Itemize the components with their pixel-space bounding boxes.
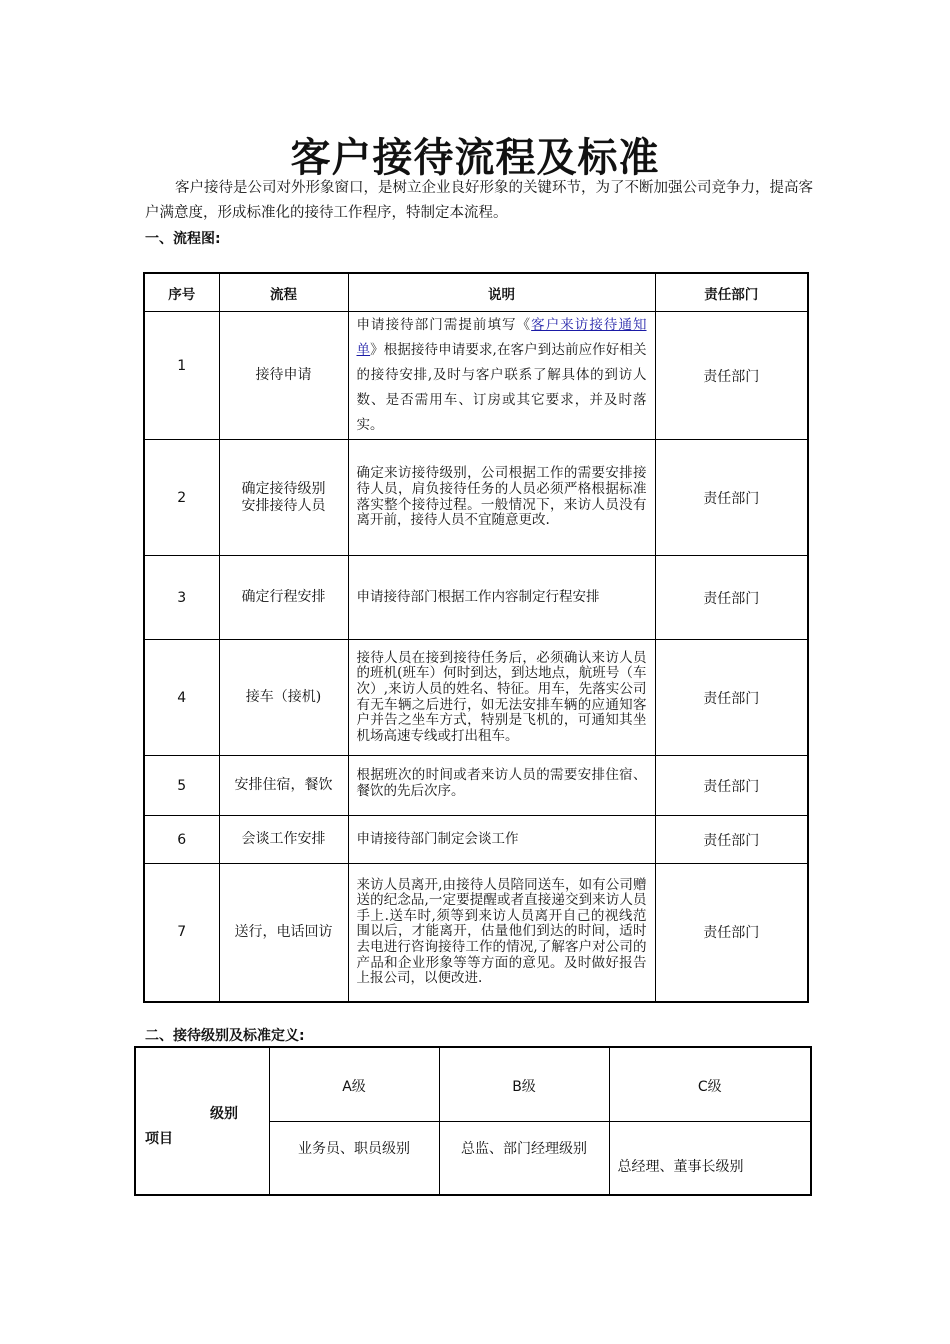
row-department: 责任部门 bbox=[655, 864, 808, 1002]
row-department: 责任部门 bbox=[655, 756, 808, 816]
header-process: 流程 bbox=[219, 273, 348, 312]
row-description: 申请接待部门需提前填写《客户来访接待通知单》根据接待申请要求,在客户到达前应作好相关的接待安排,及时与客户联系了解具体的到访人数、是否需用车、订房或其它要求，并及时落实。 bbox=[348, 312, 655, 440]
level-label: 级别 bbox=[210, 1106, 238, 1122]
row-number: 3 bbox=[144, 556, 219, 640]
notice-form-link[interactable]: 客户来访接待通知单 bbox=[356, 317, 647, 358]
row-description: 根据班次的时间或者来访人员的需要安排住宿、餐饮的先后次序。 bbox=[348, 756, 655, 816]
section-heading-grades: 二、接待级别及标准定义: bbox=[145, 1028, 305, 1044]
grade-b: B级 bbox=[439, 1047, 609, 1121]
row-number: 5 bbox=[144, 756, 219, 816]
header-description: 说明 bbox=[348, 273, 655, 312]
row-description: 确定来访接待级别，公司根据工作的需要安排接待人员，肩负接待任务的人员必须严格根据标准落实整个接待过程。一般情况下，来访人员没有离开前，接待人员不宜随意更改. bbox=[348, 440, 655, 556]
row-number: 7 bbox=[144, 864, 219, 1002]
grade-c: C级 bbox=[609, 1047, 811, 1121]
grade-table bbox=[134, 1046, 812, 1196]
row-department: 责任部门 bbox=[655, 312, 808, 440]
table-row bbox=[144, 756, 808, 816]
level-b: 总监、部门经理级别 bbox=[439, 1121, 609, 1195]
table-row bbox=[144, 640, 808, 756]
row-description: 接待人员在接到接待任务后，必须确认来访人员的班机(班车）何时到达，到达地点，航班号（车次）,来访人员的姓名、特征。用车，先落实公司有无车辆之后进行，如无法安排车辆的应通知客户并告之坐车方式，特别是飞机的，可通知其坐机场高速专线或打出租车。 bbox=[348, 640, 655, 756]
row-department: 责任部门 bbox=[655, 556, 808, 640]
table-row bbox=[144, 816, 808, 864]
row-number: 6 bbox=[144, 816, 219, 864]
table-header-row bbox=[144, 273, 808, 312]
table-row bbox=[144, 864, 808, 1002]
table-row bbox=[144, 312, 808, 440]
row-process: 接车（接机) bbox=[219, 640, 348, 756]
grade-header-row bbox=[135, 1047, 811, 1121]
row-department: 责任部门 bbox=[655, 640, 808, 756]
header-department: 责任部门 bbox=[655, 273, 808, 312]
row-process: 安排住宿，餐饮 bbox=[219, 756, 348, 816]
row-number: 2 bbox=[144, 440, 219, 556]
level-a: 业务员、职员级别 bbox=[269, 1121, 439, 1195]
row-department: 责任部门 bbox=[655, 816, 808, 864]
intro-paragraph: 客户接待是公司对外形象窗口，是树立企业良好形象的关键环节，为了不断加强公司竞争力，提高客户满意度，形成标准化的接待工作程序，特制定本流程。 bbox=[145, 180, 813, 221]
level-c: 总经理、董事长级别 bbox=[609, 1121, 811, 1195]
row-description: 申请接待部门根据工作内容制定行程安排 bbox=[348, 556, 655, 640]
row-process: 确定行程安排 bbox=[219, 556, 348, 640]
header-number: 序号 bbox=[144, 273, 219, 312]
row-process: 送行，电话回访 bbox=[219, 864, 348, 1002]
row-process: 会谈工作安排 bbox=[219, 816, 348, 864]
row-number: 1 bbox=[144, 312, 219, 440]
row-description: 来访人员离开,由接待人员陪同送车，如有公司赠送的纪念品,一定要提醒或者直接递交到来访人员手上.送车时,须等到来访人员离开自己的视线范围以后，才能离开，估量他们到达的时间，适时去电进行咨询接待工作的情况,了解客户对公司的产品和企业形象等等方面的意见。及时做好报告上报公司，以便改进. bbox=[348, 864, 655, 1002]
row-process: 接待申请 bbox=[219, 312, 348, 440]
row-department: 责任部门 bbox=[655, 440, 808, 556]
item-label: 项目 bbox=[145, 1131, 173, 1147]
page-title: 客户接待流程及标准 bbox=[290, 135, 660, 181]
section-heading-flowchart: 一、流程图: bbox=[145, 231, 221, 247]
table-row bbox=[144, 440, 808, 556]
row-description: 申请接待部门制定会谈工作 bbox=[348, 816, 655, 864]
process-table bbox=[143, 272, 809, 1003]
corner-cell bbox=[135, 1047, 269, 1195]
row-number: 4 bbox=[144, 640, 219, 756]
row-process: 确定接待级别 安排接待人员 bbox=[219, 440, 348, 556]
table-row bbox=[144, 556, 808, 640]
grade-a: A级 bbox=[269, 1047, 439, 1121]
